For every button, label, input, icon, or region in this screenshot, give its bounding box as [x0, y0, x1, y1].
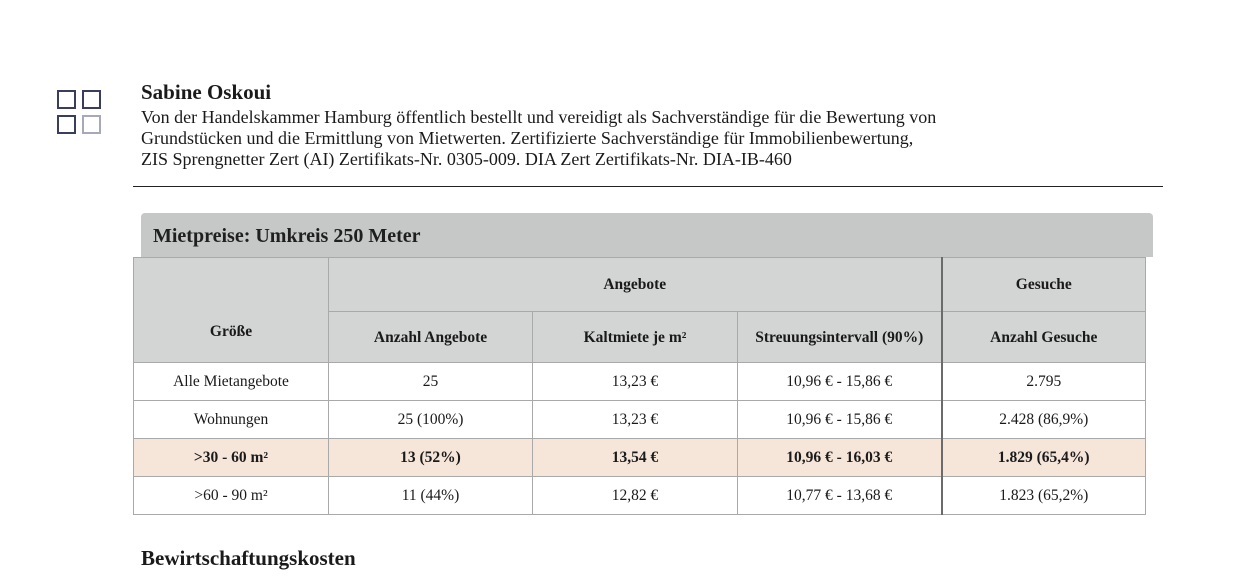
- cell-rent: 12,82 €: [533, 477, 738, 515]
- table-title: Mietpreise: Umkreis 250 Meter: [141, 213, 1153, 257]
- table-row-highlighted: [134, 439, 1146, 477]
- cell-rent: 13,54 €: [533, 439, 738, 477]
- cell-range: 10,96 € - 15,86 €: [738, 363, 942, 401]
- cell-offer-count: 25 (100%): [329, 401, 533, 439]
- credentials-line: Grundstücken und die Ermittlung von Mietwerten. Zertifizierte Sachverständige für Immobilienbewertung,: [141, 128, 914, 148]
- column-header-request-count: Anzahl Gesuche: [942, 312, 1146, 363]
- column-header-offer-count: Anzahl Angebote: [329, 312, 533, 363]
- column-header-size: Größe: [134, 258, 329, 363]
- cell-offer-count: 25: [329, 363, 533, 401]
- table-row: [134, 401, 1146, 439]
- table-group-header-row: [134, 258, 1146, 312]
- cell-request-count: 2.428 (86,9%): [942, 401, 1146, 439]
- cell-size: Alle Mietangebote: [134, 363, 329, 401]
- group-header-requests: Gesuche: [942, 258, 1146, 312]
- rent-prices-table: [133, 257, 1146, 515]
- cell-range: 10,96 € - 16,03 €: [738, 439, 942, 477]
- cell-range: 10,77 € - 13,68 €: [738, 477, 942, 515]
- logo-square: [57, 90, 76, 109]
- credentials-line: Von der Handelskammer Hamburg öffentlich bestellt und vereidigt als Sachverständige für die Bewertung von: [141, 107, 937, 127]
- cell-size: >60 - 90 m²: [134, 477, 329, 515]
- section-heading: Bewirtschaftungskosten: [141, 546, 356, 570]
- logo-square: [82, 115, 101, 134]
- table-row: [134, 477, 1146, 515]
- cell-range: 10,96 € - 15,86 €: [738, 401, 942, 439]
- cell-offer-count: 13 (52%): [329, 439, 533, 477]
- cell-request-count: 1.829 (65,4%): [942, 439, 1146, 477]
- group-header-offers: Angebote: [329, 258, 942, 312]
- cell-size: >30 - 60 m²: [134, 439, 329, 477]
- expert-logo-icon: [57, 90, 107, 140]
- letterhead: [141, 80, 1171, 170]
- cell-rent: 13,23 €: [533, 363, 738, 401]
- logo-square: [82, 90, 101, 109]
- cell-offer-count: 11 (44%): [329, 477, 533, 515]
- cell-size: Wohnungen: [134, 401, 329, 439]
- credentials-text: [141, 107, 1171, 170]
- credentials-line: ZIS Sprengnetter Zert (AI) Zertifikats-Nr. 0305-009. DIA Zert Zertifikats-Nr. DIA-IB-460: [141, 149, 792, 169]
- column-header-range: Streuungsintervall (90%): [738, 312, 942, 363]
- author-name: Sabine Oskoui: [141, 80, 272, 104]
- column-header-rent-per-sqm: Kaltmiete je m²: [533, 312, 738, 363]
- logo-square: [57, 115, 76, 134]
- header-divider: [133, 186, 1163, 187]
- cell-request-count: 2.795: [942, 363, 1146, 401]
- cell-request-count: 1.823 (65,2%): [942, 477, 1146, 515]
- table-row: [134, 363, 1146, 401]
- cell-rent: 13,23 €: [533, 401, 738, 439]
